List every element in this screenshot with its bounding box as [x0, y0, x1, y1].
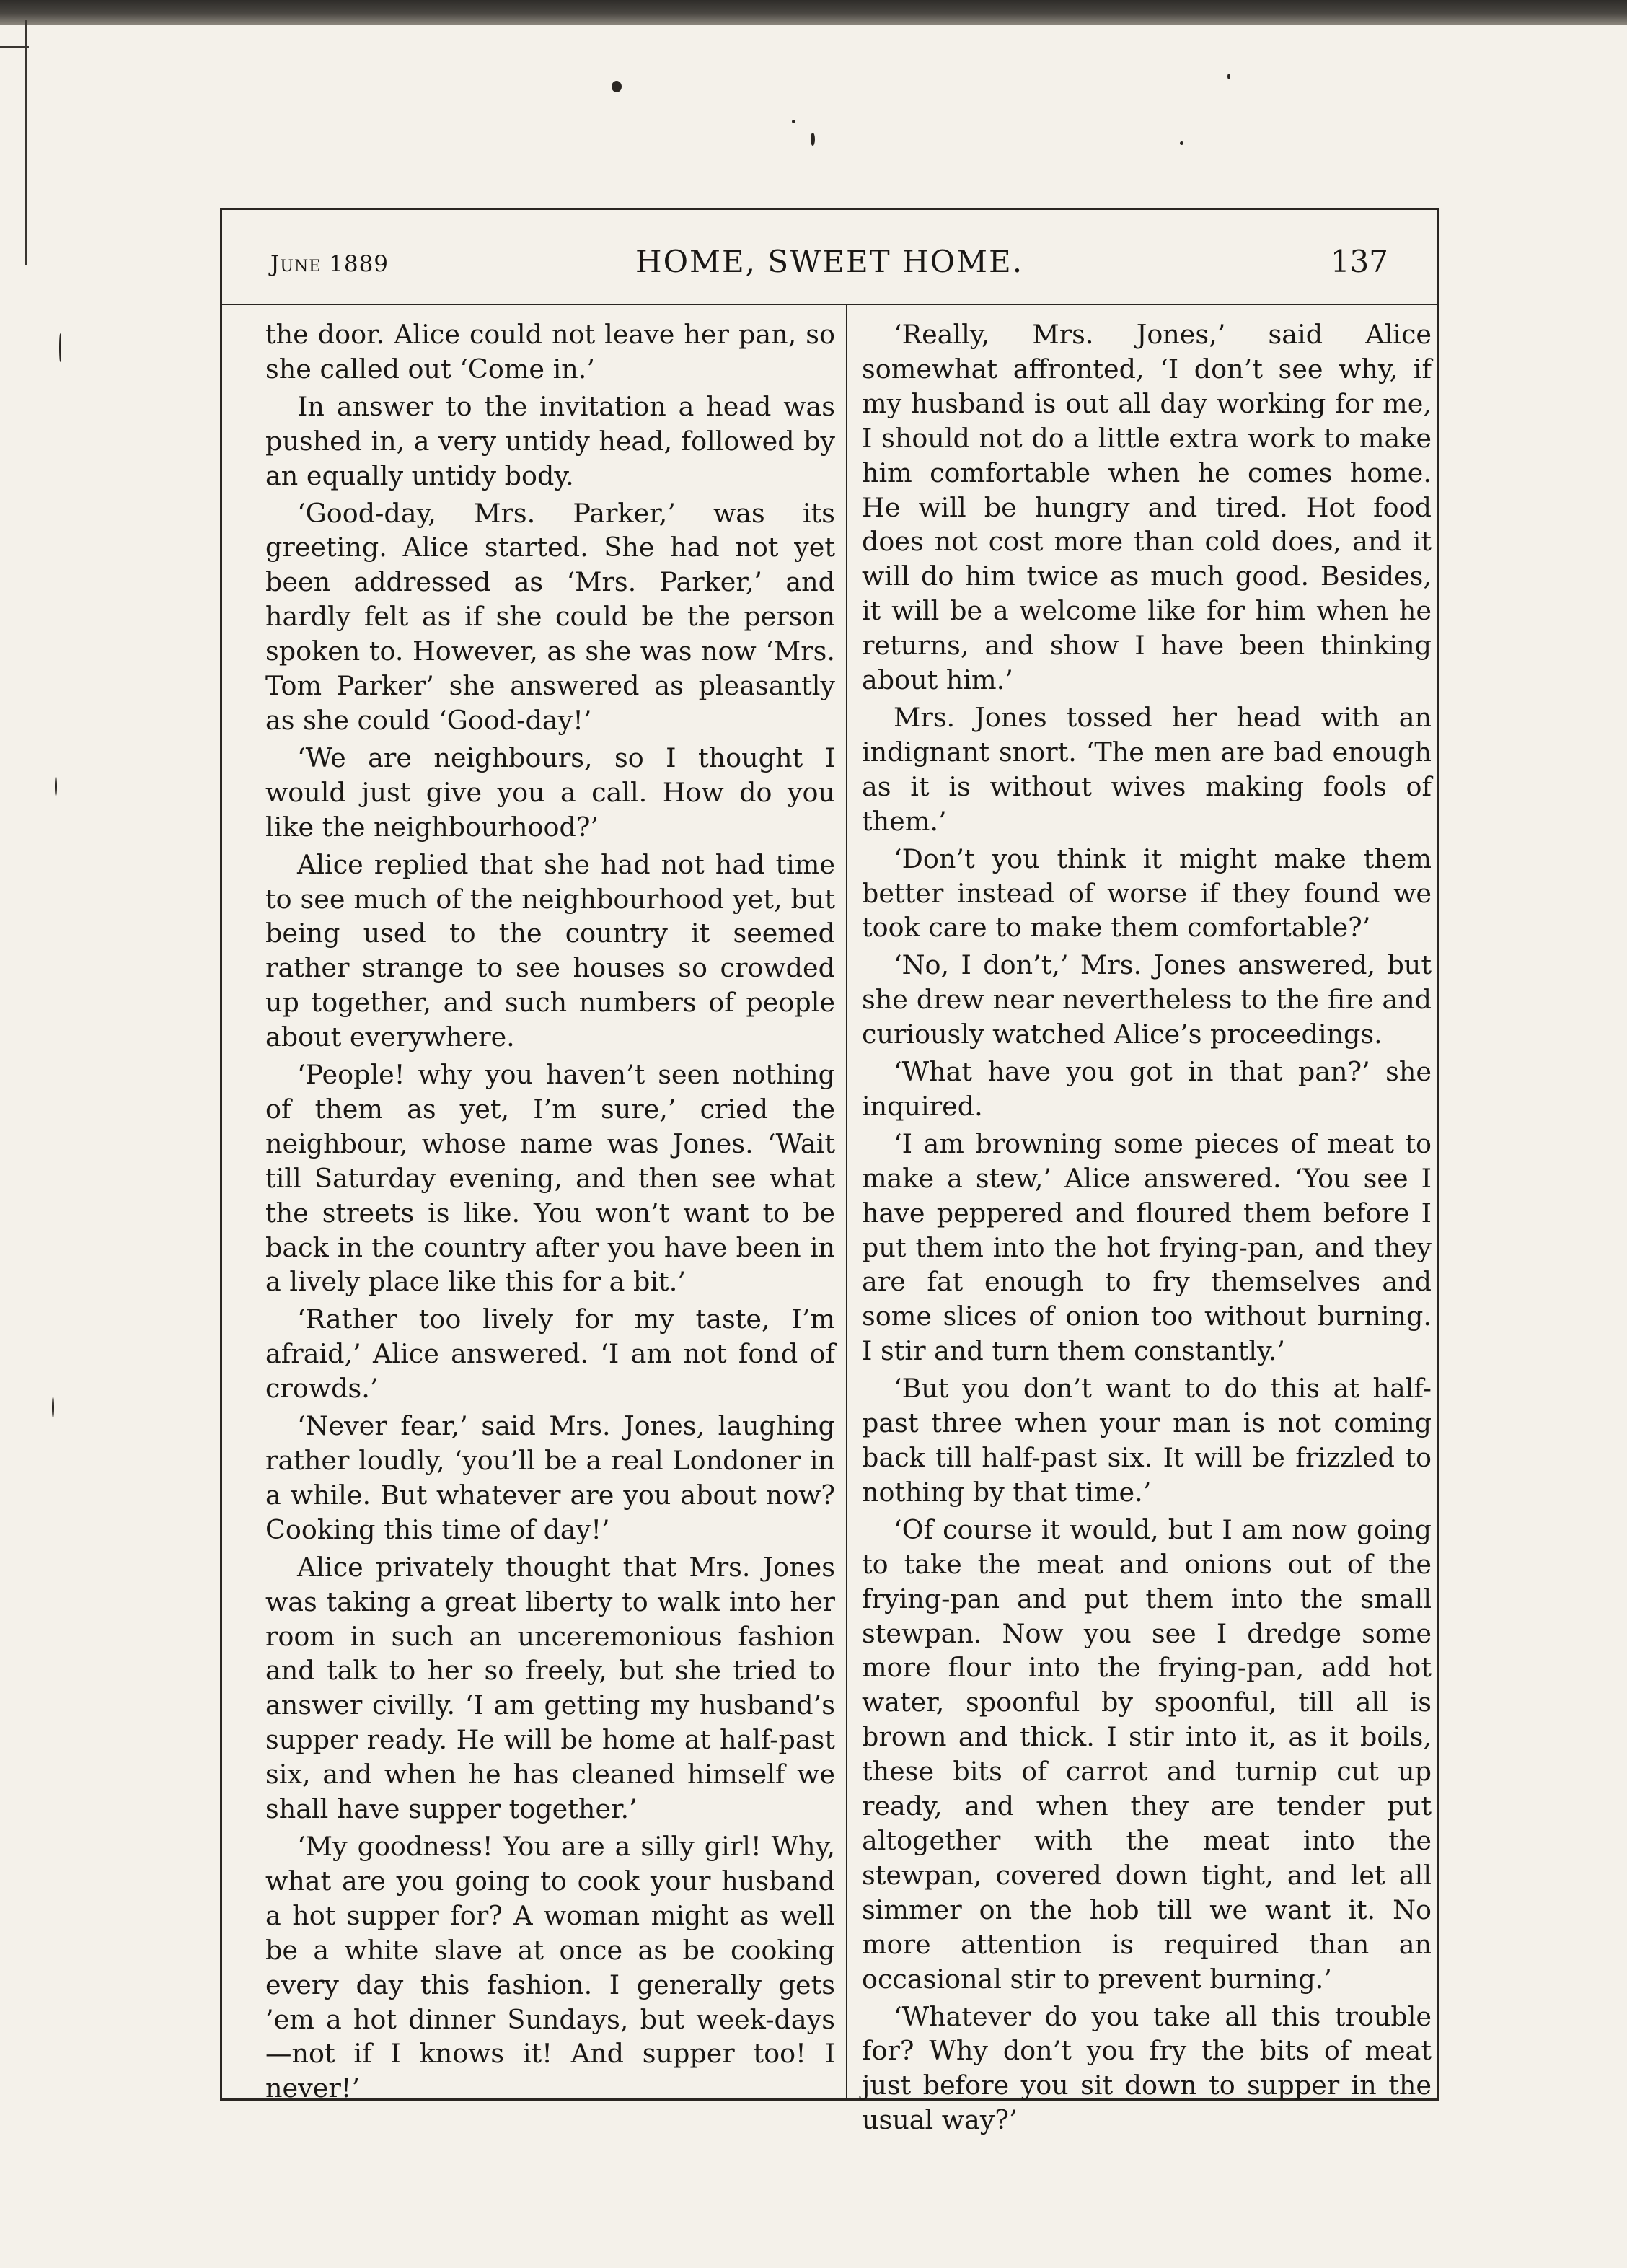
paragraph: ‘Whatever do you take all this trouble for? Why don’t you fry the bits of meat just before you sit down to supper in the usual way?’: [862, 2000, 1432, 2136]
scan-edge-band: [0, 0, 1627, 25]
paragraph: the door. Alice could not leave her pan, so she called out ‘Come in.’: [265, 319, 835, 384]
paragraph: ‘Don’t you think it might make them better instead of worse if they found we took care to make them comfortable?’: [862, 843, 1432, 944]
scan-speck: [59, 333, 61, 362]
paragraph: ‘Good-day, Mrs. Parker,’ was its greeting. Alice started. She had not yet been addressed as ‘Mrs. Parker,’ and hardly felt as if she could be the person spoken to. However, as she was now ‘Mrs. Tom Parker’ she answered as pleasantly as she could ‘Good-day!’: [265, 497, 835, 736]
paragraph: ‘People! why you haven’t seen nothing of them as yet, I’m sure,’ cried the neighbour, whose name was Jones. ‘Wait till Saturday evening, and then see what the streets is like. You won’t want to be back in the country after you have been in a lively place like this for a bit.’: [265, 1059, 835, 1298]
paragraph: ‘But you don’t want to do this at half-past three when your man is not coming back till half-past six. It will be frizzled to nothing by that time.’: [862, 1373, 1432, 1508]
binding-edge-line: [25, 20, 27, 265]
scan-speck: [612, 81, 622, 92]
binding-edge-tick: [0, 46, 29, 48]
paragraph: In answer to the invitation a head was pushed in, a very untidy head, followed by an equally untidy body.: [265, 390, 835, 491]
scan-speck: [1227, 74, 1230, 79]
paragraph: ‘I am browning some pieces of meat to make a stew,’ Alice answered. ‘You see I have peppered and floured them before I put them into the hot frying-pan, and they are fat enough to fry themselves and some slices of onion too without burning. I stir and turn them constantly.’: [862, 1128, 1432, 1367]
paragraph: ‘Of course it would, but I am now going to take the meat and onions out of the frying-pan and put them into the small stewpan. Now you see I dredge some more flour into the frying-pan, add hot water, spoonful by spoonful, till all is brown and thick. I stir into it, as it boils, these bits of carrot and turnip cut up ready, and when they are tender put altogether with the meat into the stewpan, covered down tight, and let all simmer on the hob till we want it. No more attention is required than an occasional stir to prevent burning.’: [862, 1513, 1432, 1995]
page-number: 137: [1330, 244, 1388, 279]
paragraph: ‘No, I don’t,’ Mrs. Jones answered, but she drew near nevertheless to the fire and curiously watched Alice’s proceedings.: [862, 949, 1432, 1050]
paragraph: Alice replied that she had not had time to see much of the neighbourhood yet, but being used to the country it seemed rather strange to see houses so crowded up together, and such numbers of people about everywhere.: [265, 848, 835, 1053]
scan-speck: [811, 133, 815, 146]
right-column: [862, 317, 1432, 2140]
running-header: [220, 208, 1439, 305]
column-divider: [846, 305, 847, 2101]
paragraph: Alice privately thought that Mrs. Jones was taking a great liberty to walk into her room in such an unceremonious fashion and talk to her so freely, but she tried to answer civilly. ‘I am getting my husband’s supper ready. He will be home at half-past six, and when he has cleaned himself we shall have supper together.’: [265, 1551, 835, 1825]
paragraph: ‘Rather too lively for my taste, I’m afraid,’ Alice answered. ‘I am not fond of crowds.’: [265, 1304, 835, 1405]
paragraph: ‘We are neighbours, so I thought I would just give you a call. How do you like the neighbourhood?’: [265, 742, 835, 843]
paragraph: ‘What have you got in that pan?’ she inquired.: [862, 1056, 1432, 1122]
paragraph: ‘Really, Mrs. Jones,’ said Alice somewhat affronted, ‘I don’t see why, if my husband is out all day working for me, I should not do a little extra work to make him comfortable when he comes home. He will be hungry and tired. Hot food does not cost more than cold does, and it will do him twice as much good. Besides, it will be a welcome like for him when he returns, and show I have been thinking about him.’: [862, 319, 1432, 696]
scan-speck: [55, 776, 57, 796]
header-date: June 1889: [270, 251, 389, 277]
paragraph: Mrs. Jones tossed her head with an indignant snort. ‘The men are bad enough as it is without wives making fools of them.’: [862, 701, 1432, 837]
paragraph: ‘Never fear,’ said Mrs. Jones, laughing rather loudly, ‘you’ll be a real Londoner in a while. But whatever are you about now? Cooking this time of day!’: [265, 1410, 835, 1545]
scan-speck: [1180, 141, 1183, 145]
header-title: HOME, SWEET HOME.: [635, 244, 1024, 279]
scan-speck: [52, 1397, 54, 1418]
paragraph: ‘My goodness! You are a silly girl! Why, what are you going to cook your husband a hot supper for? A woman might as well be a white slave at once as be cooking every day this fashion. I generally gets ’em a hot dinner Sundays, but week-days—not if I knows it! And supper too! I never!’: [265, 1830, 835, 2104]
left-column: [265, 317, 835, 2109]
scan-speck: [792, 120, 795, 123]
